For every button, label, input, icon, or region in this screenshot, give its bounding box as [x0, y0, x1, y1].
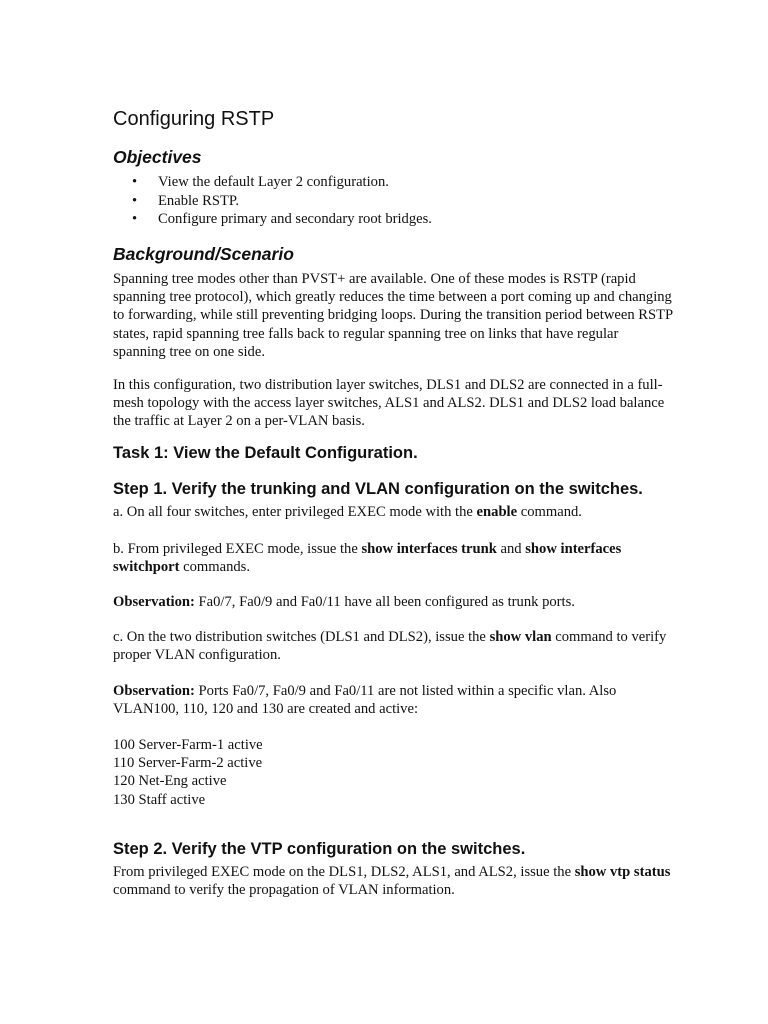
background-heading: Background/Scenario: [113, 244, 294, 264]
list-item: • View the default Layer 2 configuration.: [132, 174, 389, 190]
background-paragraph-1: Spanning tree modes other than PVST+ are available. One of these modes is RSTP (rapid spanning tree protocol), which greatly reduces the time between a port coming up and changing to forwarding, while still preventing bridging loops. During the transition period between RSTP states, rapid spanning tree falls back to regular spanning tree on links that have regular spanning tree on one side.: [113, 271, 673, 360]
step1-item-b: b. From privileged EXEC mode, issue the show interfaces trunk and show interfaces switchport commands.: [113, 541, 622, 576]
step1-item-c: c. On the two distribution switches (DLS1 and DLS2), issue the show vlan command to verify proper VLAN configuration.: [113, 629, 667, 664]
page-title: Configuring RSTP: [113, 108, 275, 130]
objectives-heading: Objectives: [113, 147, 202, 167]
objectives-list: [113, 173, 432, 229]
vlan-line: 120 Net-Eng active: [113, 773, 227, 790]
list-item: • Configure primary and secondary root bridges.: [132, 211, 432, 228]
vlan-line: 110 Server-Farm-2 active: [113, 755, 263, 772]
step1-heading: Step 1. Verify the trunking and VLAN configuration on the switches.: [113, 480, 643, 498]
vlan-line: 100 Server-Farm-1 active: [113, 737, 263, 753]
bullet-icon: •: [132, 211, 138, 228]
step2-paragraph: From privileged EXEC mode on the DLS1, DLS2, ALS1, and ALS2, issue the show vtp status command to verify the propagation of VLAN information.: [113, 864, 671, 899]
bullet-icon: •: [132, 174, 138, 190]
vlan-line: 130 Staff active: [113, 791, 206, 808]
observation-2: Observation: Ports Fa0/7, Fa0/9 and Fa0/11 are not listed within a specific vlan. Also VLAN100, 110, 120 and 130 are created and active:: [113, 683, 617, 718]
background-paragraph-2: In this configuration, two distribution layer switches, DLS1 and DLS2 are connected in a full-mesh topology with the access layer switches, ALS1 and ALS2. DLS1 and DLS2 load balance the traffic at Layer 2 on a per-VLAN basis.: [113, 377, 665, 430]
observation-1: Observation: Fa0/7, Fa0/9 and Fa0/11 have all been configured as trunk ports.: [113, 594, 575, 610]
list-item: • Enable RSTP.: [132, 192, 240, 209]
vlan-list: [113, 736, 673, 809]
task1-heading: Task 1: View the Default Configuration.: [113, 444, 418, 462]
step1-item-a: a. On all four switches, enter privileged EXEC mode with the enable command.: [113, 504, 582, 520]
step2-heading: Step 2. Verify the VTP configuration on the switches.: [113, 840, 526, 858]
bullet-icon: •: [132, 192, 138, 209]
